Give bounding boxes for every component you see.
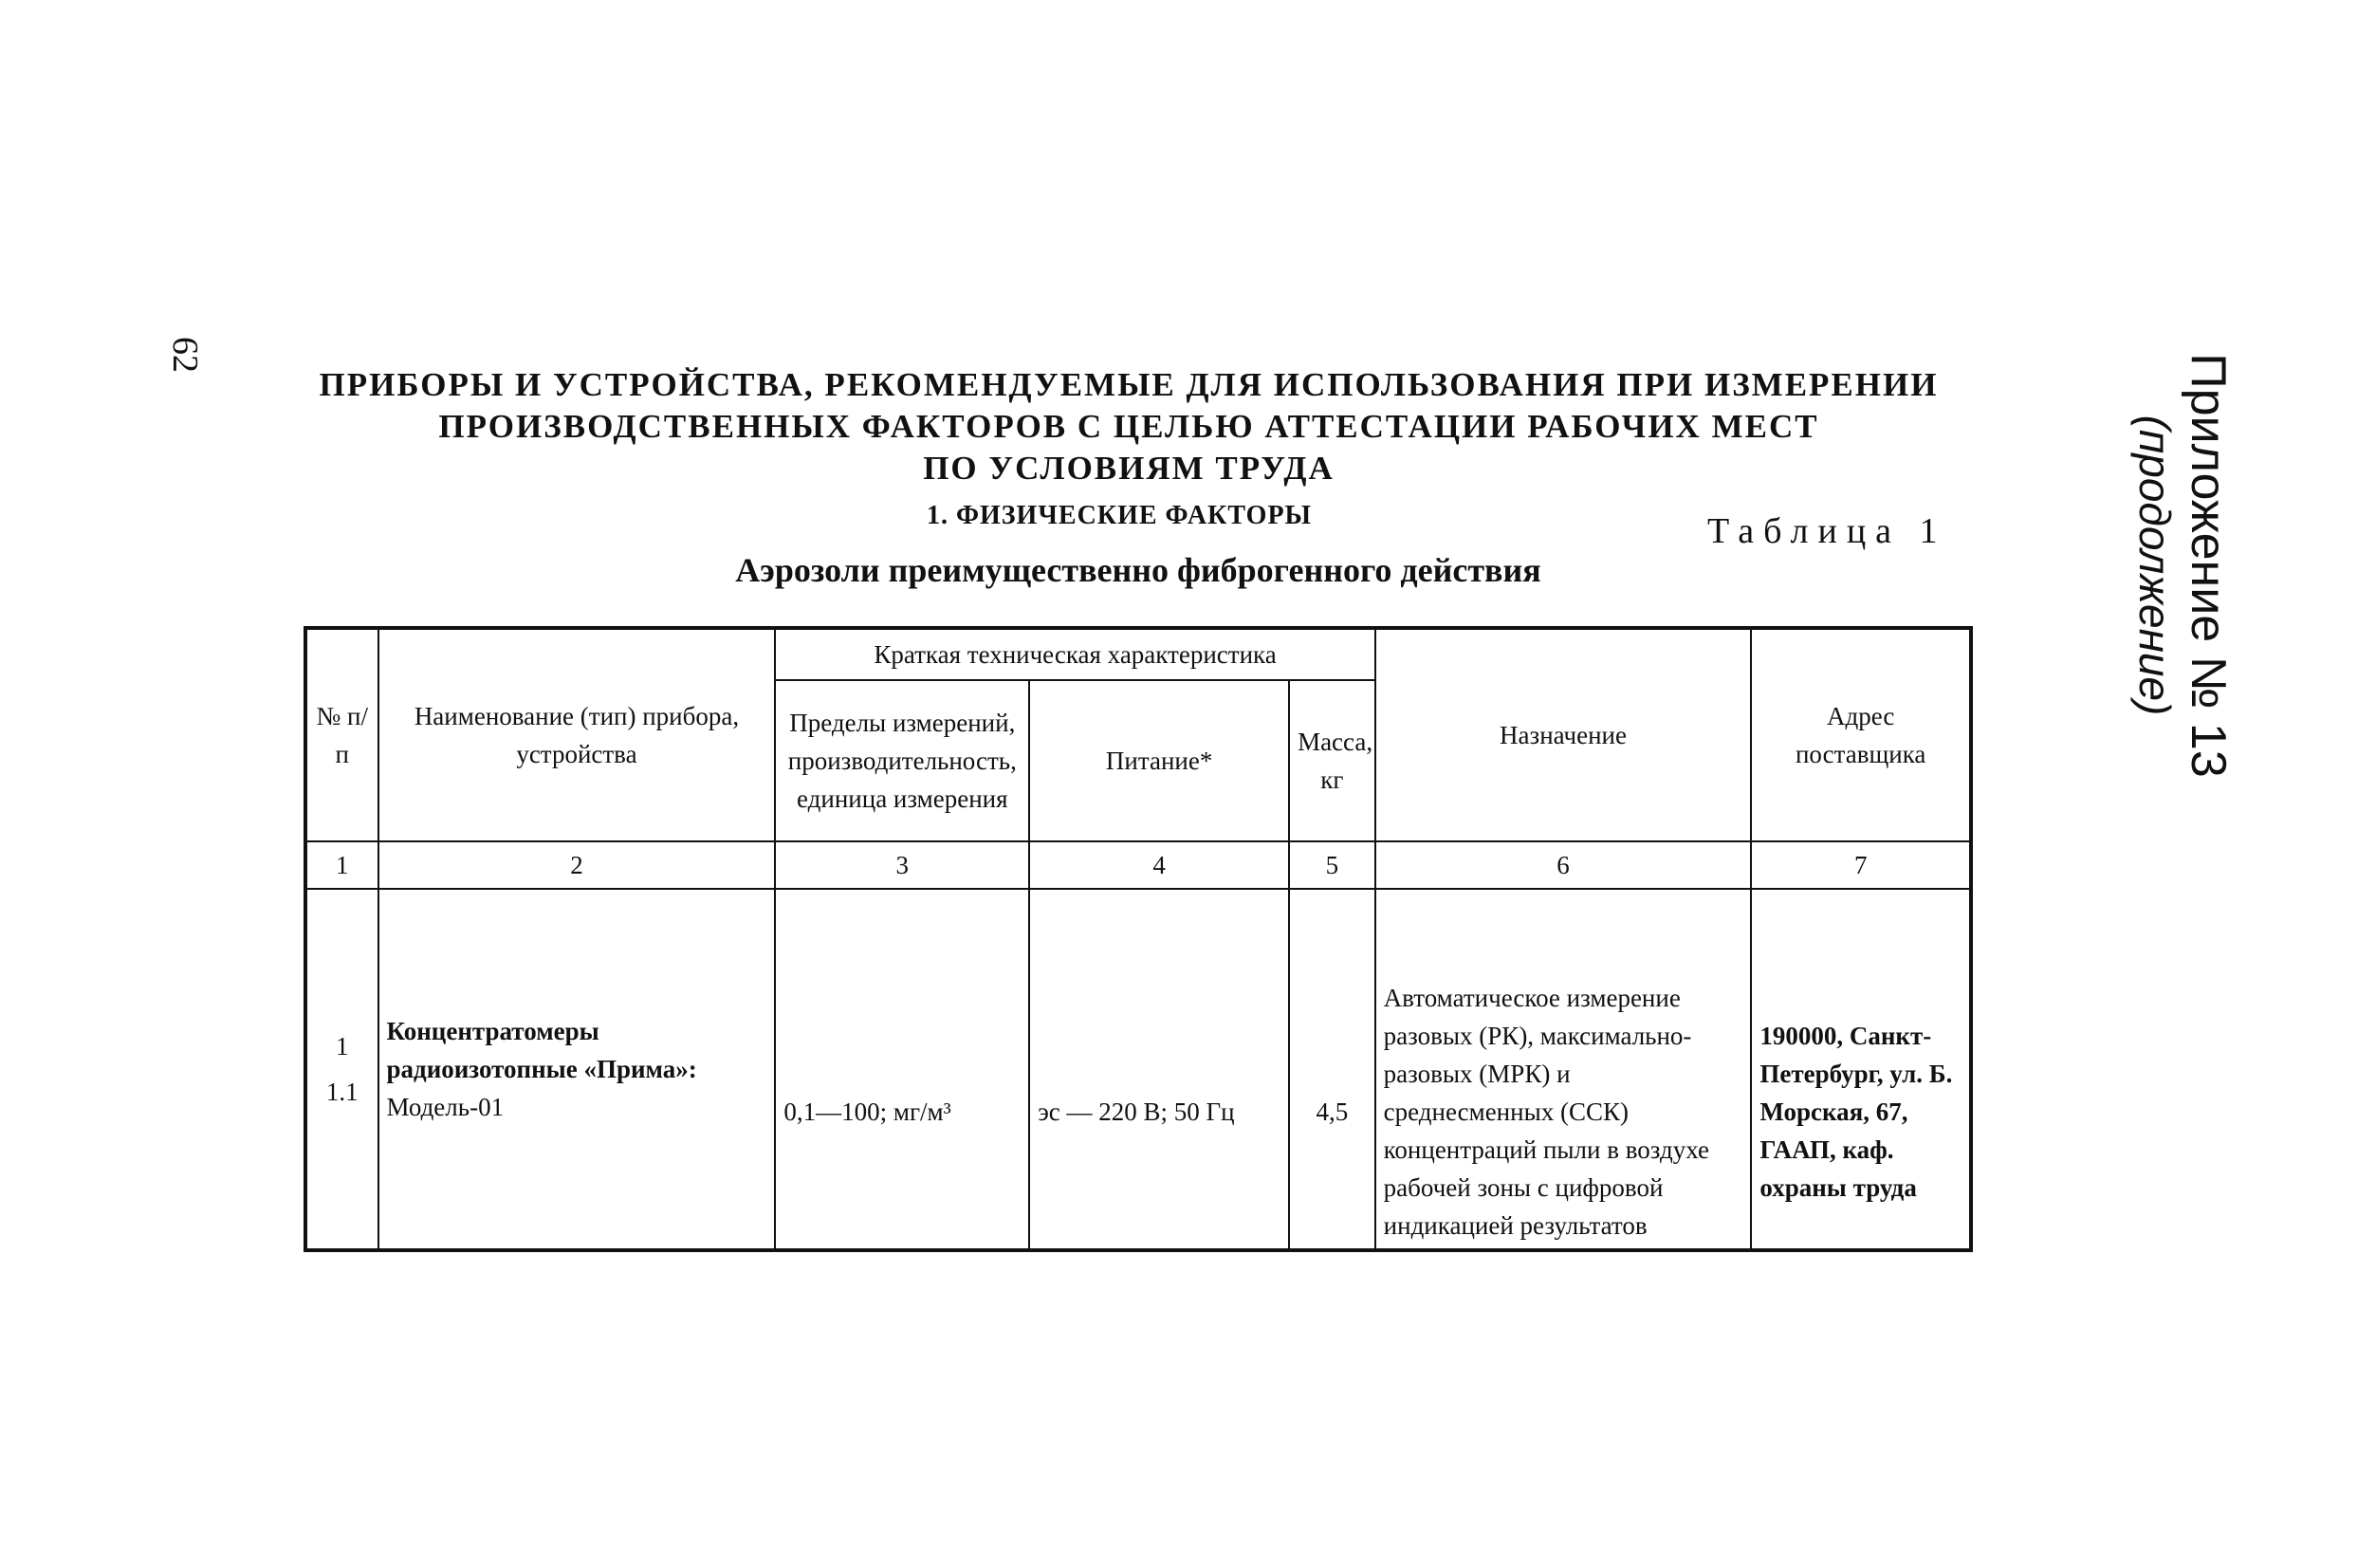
title-line: ПРИБОРЫ И УСТРОЙСТВА, РЕКОМЕНДУЕМЫЕ ДЛЯ ИСПОЛЬЗОВАНИЯ ПРИ ИЗМЕРЕНИИ bbox=[319, 366, 1939, 403]
header-mass: Масса, кг bbox=[1289, 680, 1375, 841]
header-purpose: Назначение bbox=[1375, 628, 1752, 841]
appendix-subtitle: (продолжение) bbox=[2130, 415, 2180, 716]
item-name: Модель-01 bbox=[386, 1093, 505, 1121]
header-supplier: Адрес поставщика bbox=[1751, 628, 1971, 841]
column-number: 6 bbox=[1375, 841, 1752, 889]
header-name: Наименование (тип) прибора, устройства bbox=[378, 628, 776, 841]
item-power: эс — 220 В; 50 Гц bbox=[1038, 1098, 1235, 1126]
column-number: 2 bbox=[378, 841, 776, 889]
row-limits-cell bbox=[775, 889, 1029, 1250]
appendix-heading bbox=[2128, 319, 2235, 812]
item-mass: 4,5 bbox=[1316, 1098, 1349, 1126]
table-subtitle: Аэрозоли преимущественно фиброгенного действия bbox=[735, 551, 1541, 589]
table-label: Таблица 1 bbox=[1707, 511, 1947, 551]
document-title bbox=[313, 364, 1944, 489]
page-number: 62 bbox=[165, 337, 205, 373]
item-supplier: 190000, Санкт-Петербург, ул. Б. Морская, 67, ГААП, каф. охраны труда bbox=[1759, 1022, 1953, 1202]
title-line: ПО УСЛОВИЯМ ТРУДА bbox=[923, 450, 1335, 487]
table-row bbox=[305, 889, 1971, 1250]
row-mass-cell bbox=[1289, 889, 1375, 1250]
title-line: ПРОИЗВОДСТВЕННЫХ ФАКТОРОВ С ЦЕЛЬЮ АТТЕСТАЦИИ РАБОЧИХ МЕСТ bbox=[438, 408, 1819, 445]
instruments-table bbox=[304, 626, 1973, 1252]
row-name-cell bbox=[378, 889, 776, 1250]
row-power-cell bbox=[1029, 889, 1289, 1250]
row-purpose-cell bbox=[1375, 889, 1752, 1250]
row-supplier-cell bbox=[1751, 889, 1971, 1250]
column-number: 1 bbox=[305, 841, 378, 889]
column-number-row bbox=[305, 841, 1971, 889]
header-num: № п/п bbox=[305, 628, 378, 841]
column-number: 7 bbox=[1751, 841, 1971, 889]
group-number: 1 bbox=[336, 1032, 349, 1061]
header-power: Питание* bbox=[1029, 680, 1289, 841]
header-tech-group: Краткая техническая характеристика bbox=[775, 628, 1374, 680]
header-row bbox=[305, 628, 1971, 680]
item-purpose: Автоматическое измерение разовых (РК), максимально-разовых (МРК) и среднесменных (ССК) концентраций пыли в воздухе рабочей зоны с цифровой индикацией результатов bbox=[1383, 984, 1710, 1240]
column-number: 3 bbox=[775, 841, 1029, 889]
appendix-title: Приложение № 13 bbox=[2181, 353, 2236, 778]
column-number: 5 bbox=[1289, 841, 1375, 889]
section-heading: 1. ФИЗИЧЕСКИЕ ФАКТОРЫ bbox=[926, 501, 1313, 530]
item-number: 1.1 bbox=[325, 1078, 359, 1106]
header-limits: Пределы измерений, производительность, единица измерения bbox=[775, 680, 1029, 841]
row-num-cell bbox=[305, 889, 378, 1250]
column-number: 4 bbox=[1029, 841, 1289, 889]
item-limits: 0,1—100; мг/м³ bbox=[783, 1098, 951, 1126]
group-name: Концентратомеры радиоизотопные «Прима»: bbox=[386, 1017, 697, 1083]
